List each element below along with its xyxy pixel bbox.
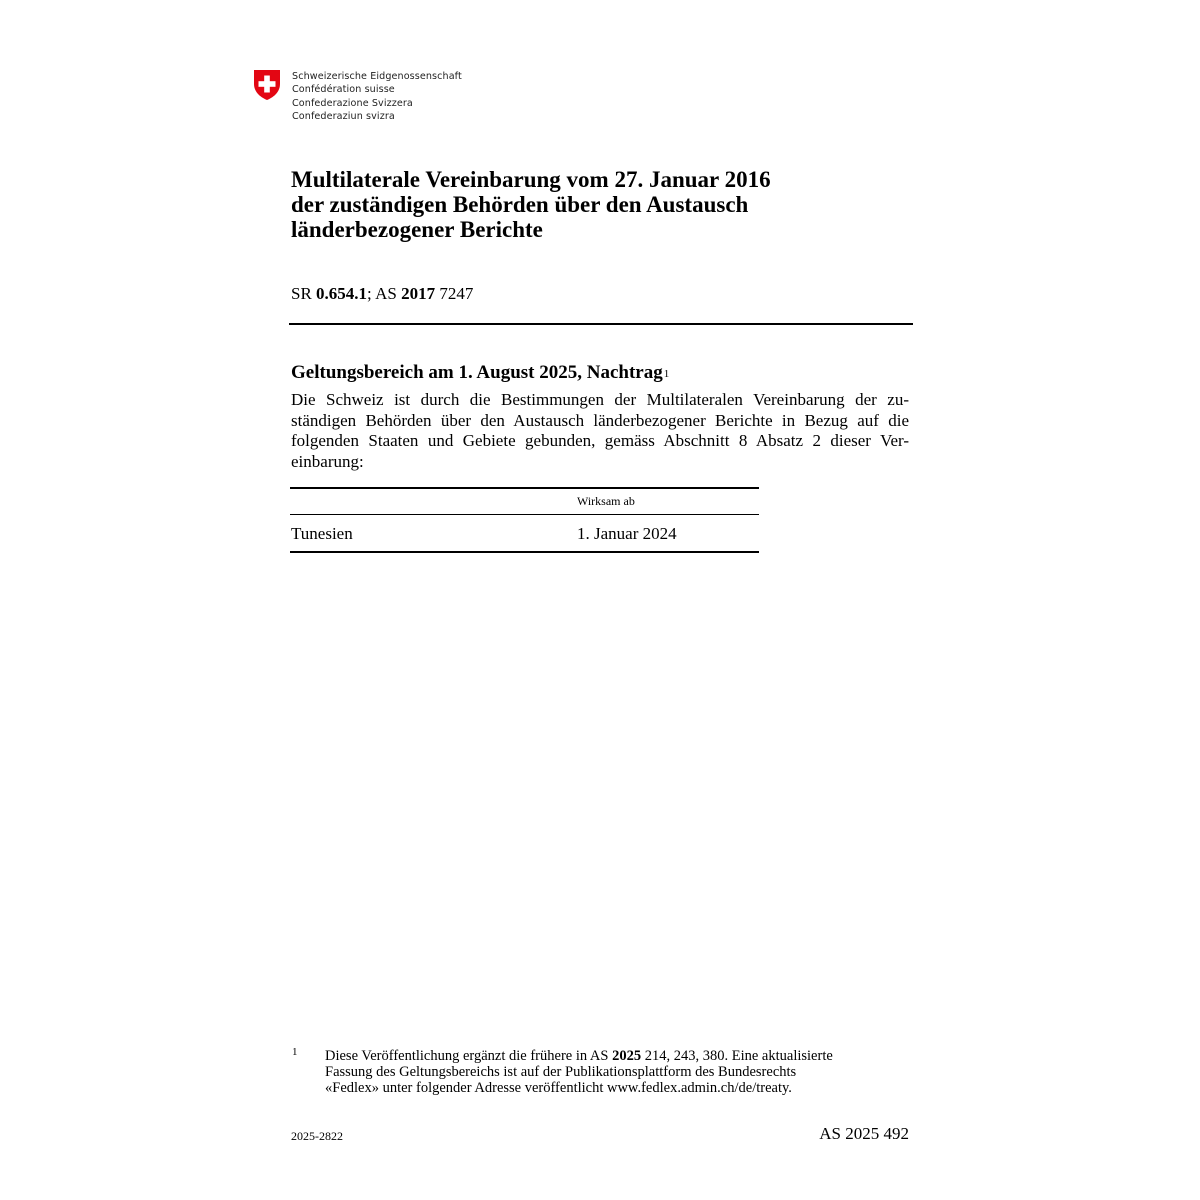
paragraph-line: ständigen Behörden über den Austausch länderbezogener Berichte in Bezug auf die	[291, 410, 909, 430]
footnote-line1-post: 214, 243, 380. Eine aktualisierte	[641, 1048, 833, 1064]
sr-number: 0.654.1	[316, 284, 368, 303]
paragraph-line: Die Schweiz ist durch die Bestimmungen der Multilateralen Vereinbarung der zu-	[291, 390, 909, 409]
paragraph-line: einbarung:	[291, 451, 364, 471]
as-page-reference: AS 2025 492	[819, 1124, 909, 1143]
title-line: der zuständigen Behörden über den Austausch	[291, 192, 749, 217]
section-paragraph	[291, 390, 909, 472]
sr-reference	[291, 284, 473, 304]
table-column-header-effective: Wirksam ab	[577, 494, 635, 508]
document-title	[291, 167, 911, 242]
footnote-line	[325, 1048, 925, 1064]
paragraph-line: folgenden Staaten und Gebiete gebunden, gemäss Abschnitt 8 Absatz 2 dieser Ver-	[291, 431, 909, 450]
swiss-cross-shield-icon	[253, 69, 281, 101]
confederation-name-block	[292, 70, 462, 124]
confederation-line-rm: Confederaziun svizra	[292, 111, 395, 123]
header-divider	[289, 323, 913, 325]
as-page: 7247	[435, 284, 474, 303]
title-line: länderbezogener Berichte	[291, 217, 543, 242]
as-year: 2017	[401, 284, 436, 303]
table-cell-effective-date: 1. Januar 2024	[577, 524, 677, 543]
footnote-line: «Fedlex» unter folgender Adresse veröffentlicht www.fedlex.admin.ch/de/treaty.	[325, 1080, 792, 1096]
section-heading	[291, 362, 669, 384]
table-header-rule	[290, 514, 759, 515]
footnote-reference-link[interactable]: 1	[663, 368, 670, 380]
footnote-line: Fassung des Geltungsbereichs ist auf der Publikationsplattform des Bundesrechts	[325, 1064, 797, 1080]
table-cell-country: Tunesien	[291, 524, 353, 543]
footnote-line1-pre: Diese Veröffentlichung ergänzt die frühere in AS	[325, 1048, 613, 1064]
section-heading-text: Geltungsbereich am 1. August 2025, Nachtrag	[291, 362, 663, 383]
footnote-text	[325, 1048, 925, 1096]
footnote-number: 1	[292, 1046, 298, 1058]
table-bottom-rule	[290, 551, 759, 553]
table-top-rule	[290, 487, 759, 489]
sr-prefix: SR	[291, 284, 317, 303]
confederation-line-fr: Confédération suisse	[292, 84, 395, 96]
title-line: Multilaterale Vereinbarung vom 27. Januar 2016	[291, 167, 771, 192]
as-separator: ; AS	[367, 284, 402, 303]
confederation-line-de: Schweizerische Eidgenossenschaft	[292, 71, 462, 82]
document-number: 2025-2822	[291, 1129, 343, 1143]
confederation-line-it: Confederazione Svizzera	[292, 97, 413, 109]
footnote-line1-year: 2025	[612, 1048, 642, 1064]
